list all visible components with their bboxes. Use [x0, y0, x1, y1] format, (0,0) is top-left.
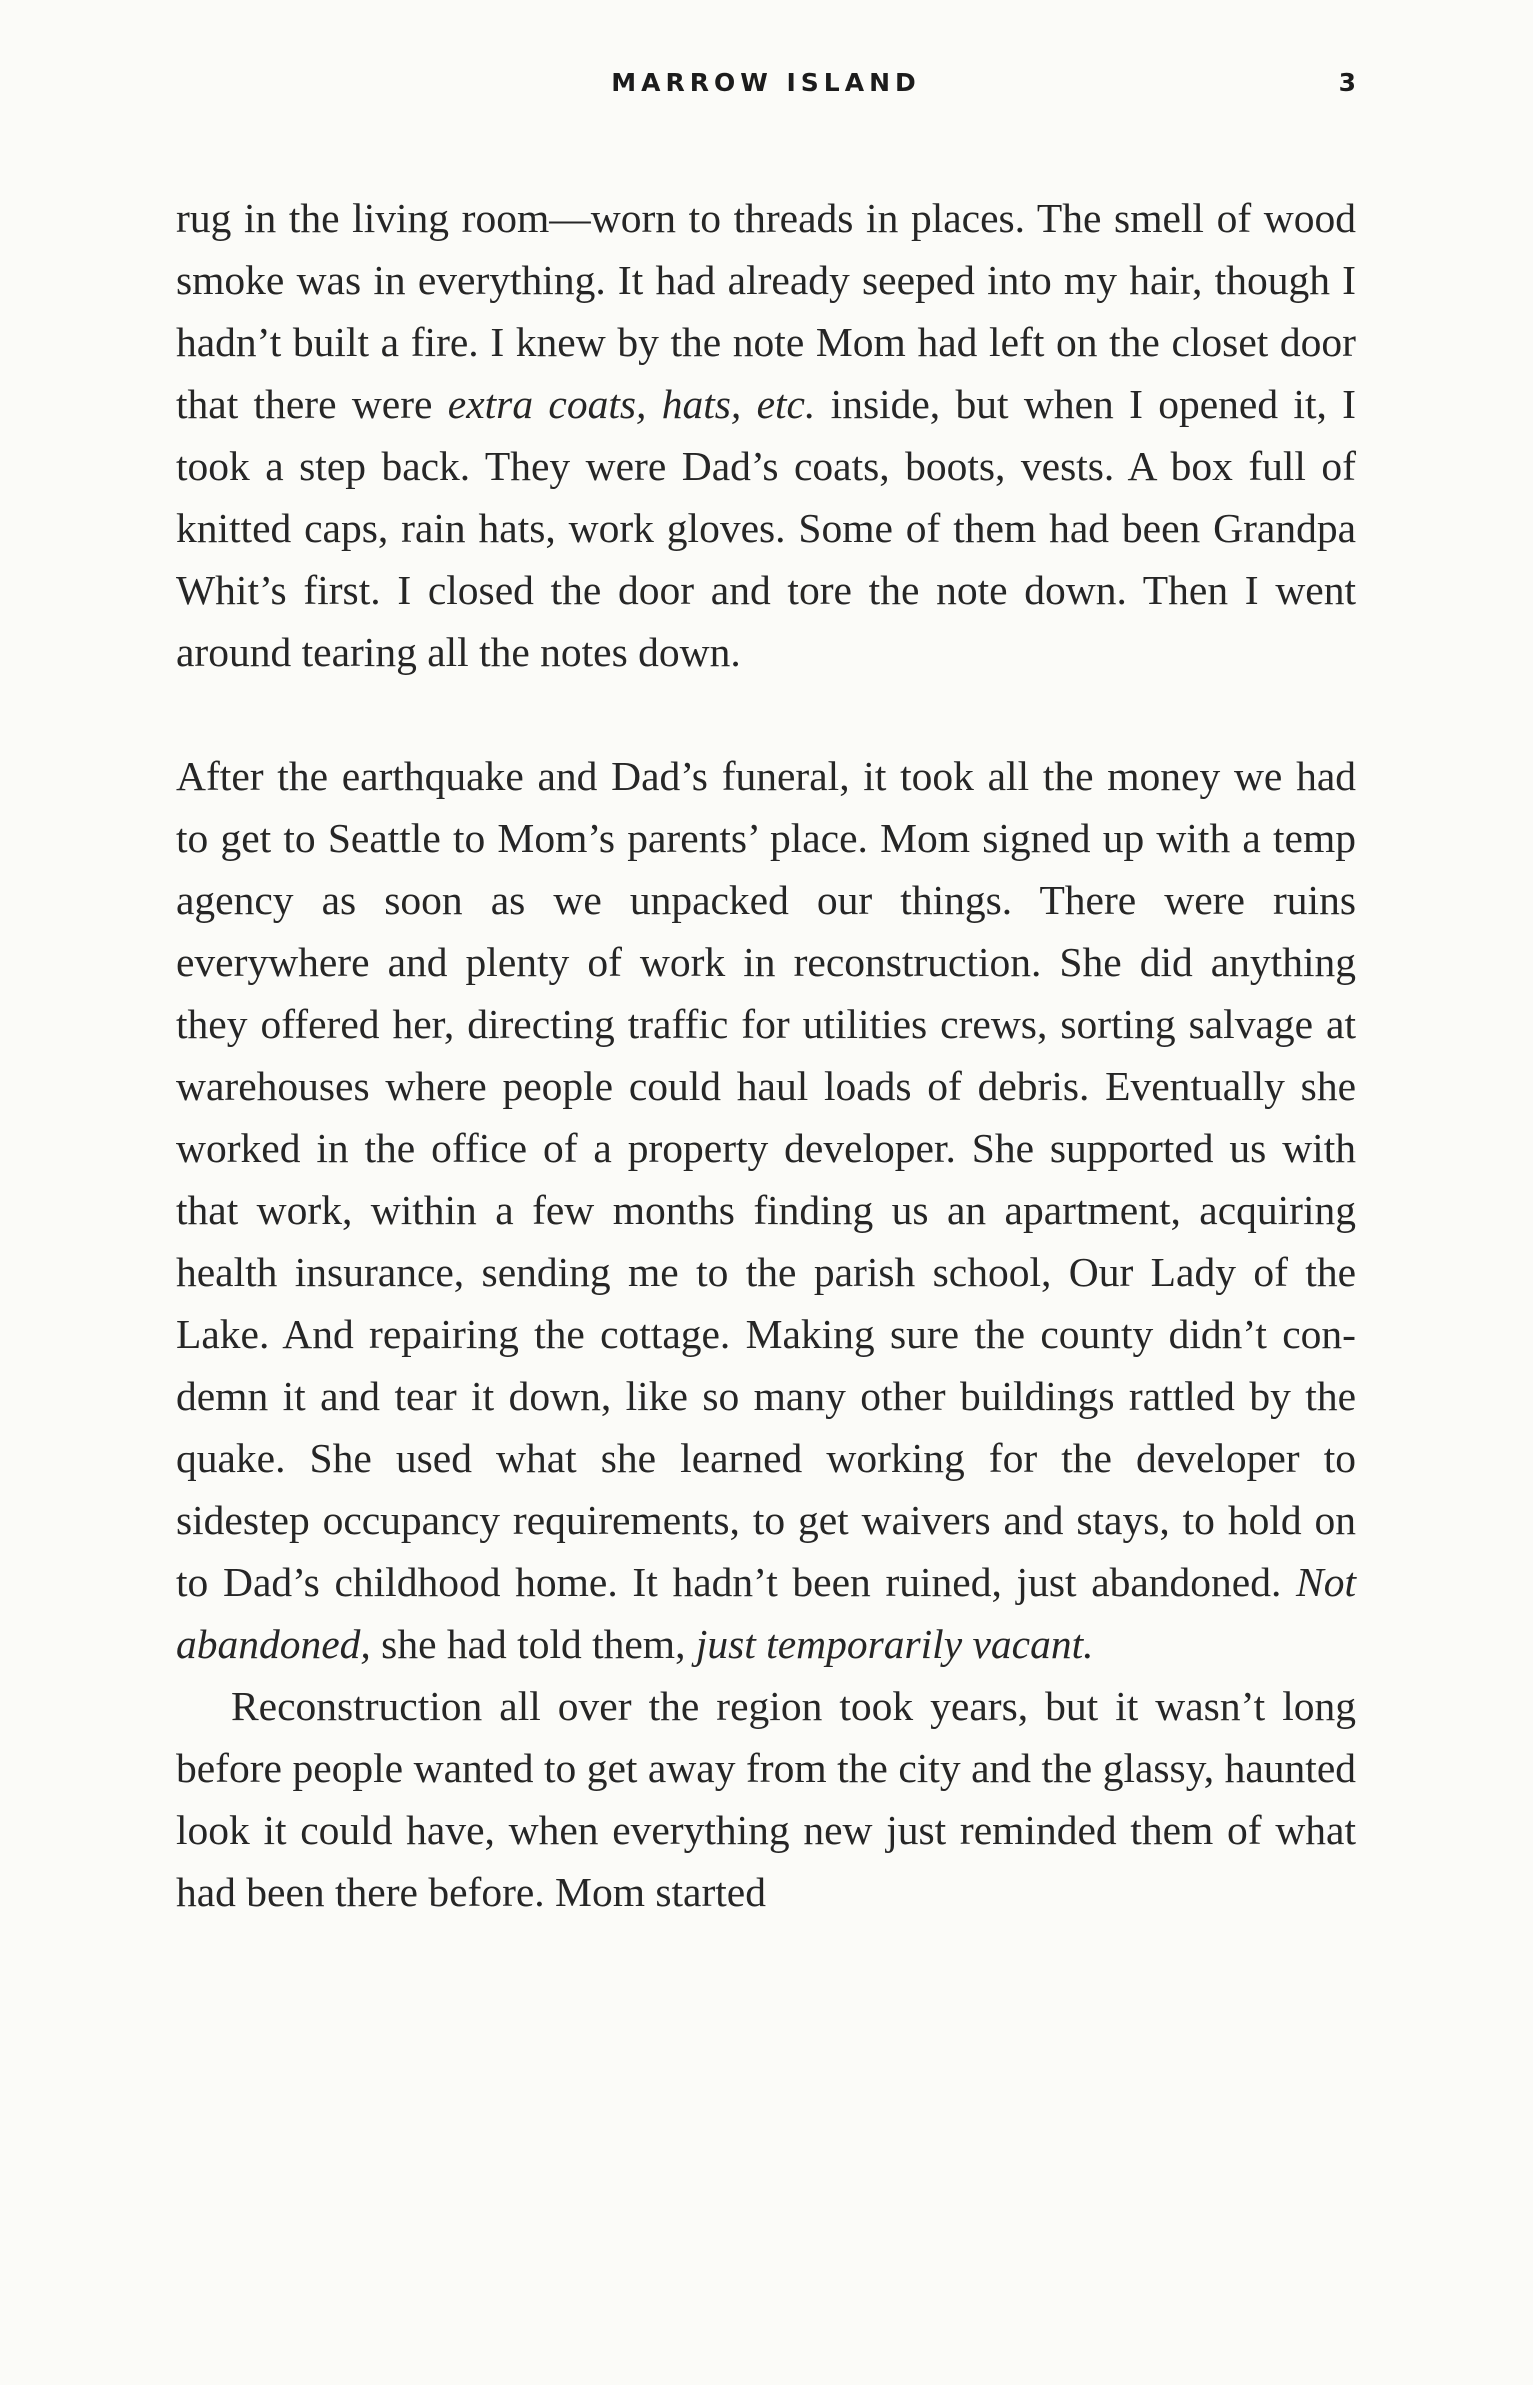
- body-text: [176, 187, 1356, 1923]
- paragraph-1-text-continued: inside, but when I opened it, I took a step back. They were Dad’s coats, boots, vests. A box full of knitted caps, rain hats, work gloves. Some of them had been Grandpa Whit’s first. I closed the door and tore the note down. Then I went around tearing all the notes down.: [176, 381, 1356, 675]
- paragraph-3-text: Reconstruction all over the region took years, but it wasn’t long before people wanted to get away from the city and the glassy, haunted look it could have, when everything new just reminded them of what had been there before. Mom started: [176, 1683, 1356, 1915]
- page-number: 3: [1338, 68, 1356, 97]
- paragraph-1-italic-extra-coats: extra coats, hats, etc.: [447, 381, 816, 427]
- paragraph-2-text-continued: she had told them,: [370, 1621, 696, 1667]
- paragraph-3: [176, 1675, 1356, 1923]
- paragraph-2-text: After the earthquake and Dad’s funeral, it took all the money we had to get to Seattle to Mom’s parents’ place. Mom signed up with a temp agency as soon as we unpacked our things. There were ruins everywhere and plenty of work in reconstruction. She did anything they offered her, directing traffic for utilities crews, sorting salvage at warehouses where people could haul loads of debris. Eventually she worked in the office of a property developer. She supported us with that work, within a few months finding us an apartment, acquiring health insurance, sending me to the parish school, Our Lady of the Lake. And repairing the cottage. Making sure the county didn’t condemn it and tear it down, like so many other buildings rattled by the quake. She used what she learned working for the developer to sidestep occupancy requirements, to get waivers and stays, to hold on to Dad’s childhood home. It hadn’t been ruined, just abandoned.: [176, 753, 1356, 1605]
- paragraph-2: [176, 745, 1356, 1675]
- paragraph-1: [176, 187, 1356, 683]
- running-head: [176, 68, 1356, 112]
- paragraph-2-italic-temporarily-vacant: just temporarily vacant.: [695, 1621, 1094, 1667]
- paragraph-2-italic-not-abandoned: Not abandoned,: [176, 1559, 1356, 1667]
- running-title: MARROW ISLAND: [611, 68, 921, 97]
- paragraph-1-text: rug in the living room—worn to threads in places. The smell of wood smoke was in everything. It had already seeped into my hair, though I hadn’t built a fire. I knew by the note Mom had left on the closet door that there were: [176, 195, 1356, 427]
